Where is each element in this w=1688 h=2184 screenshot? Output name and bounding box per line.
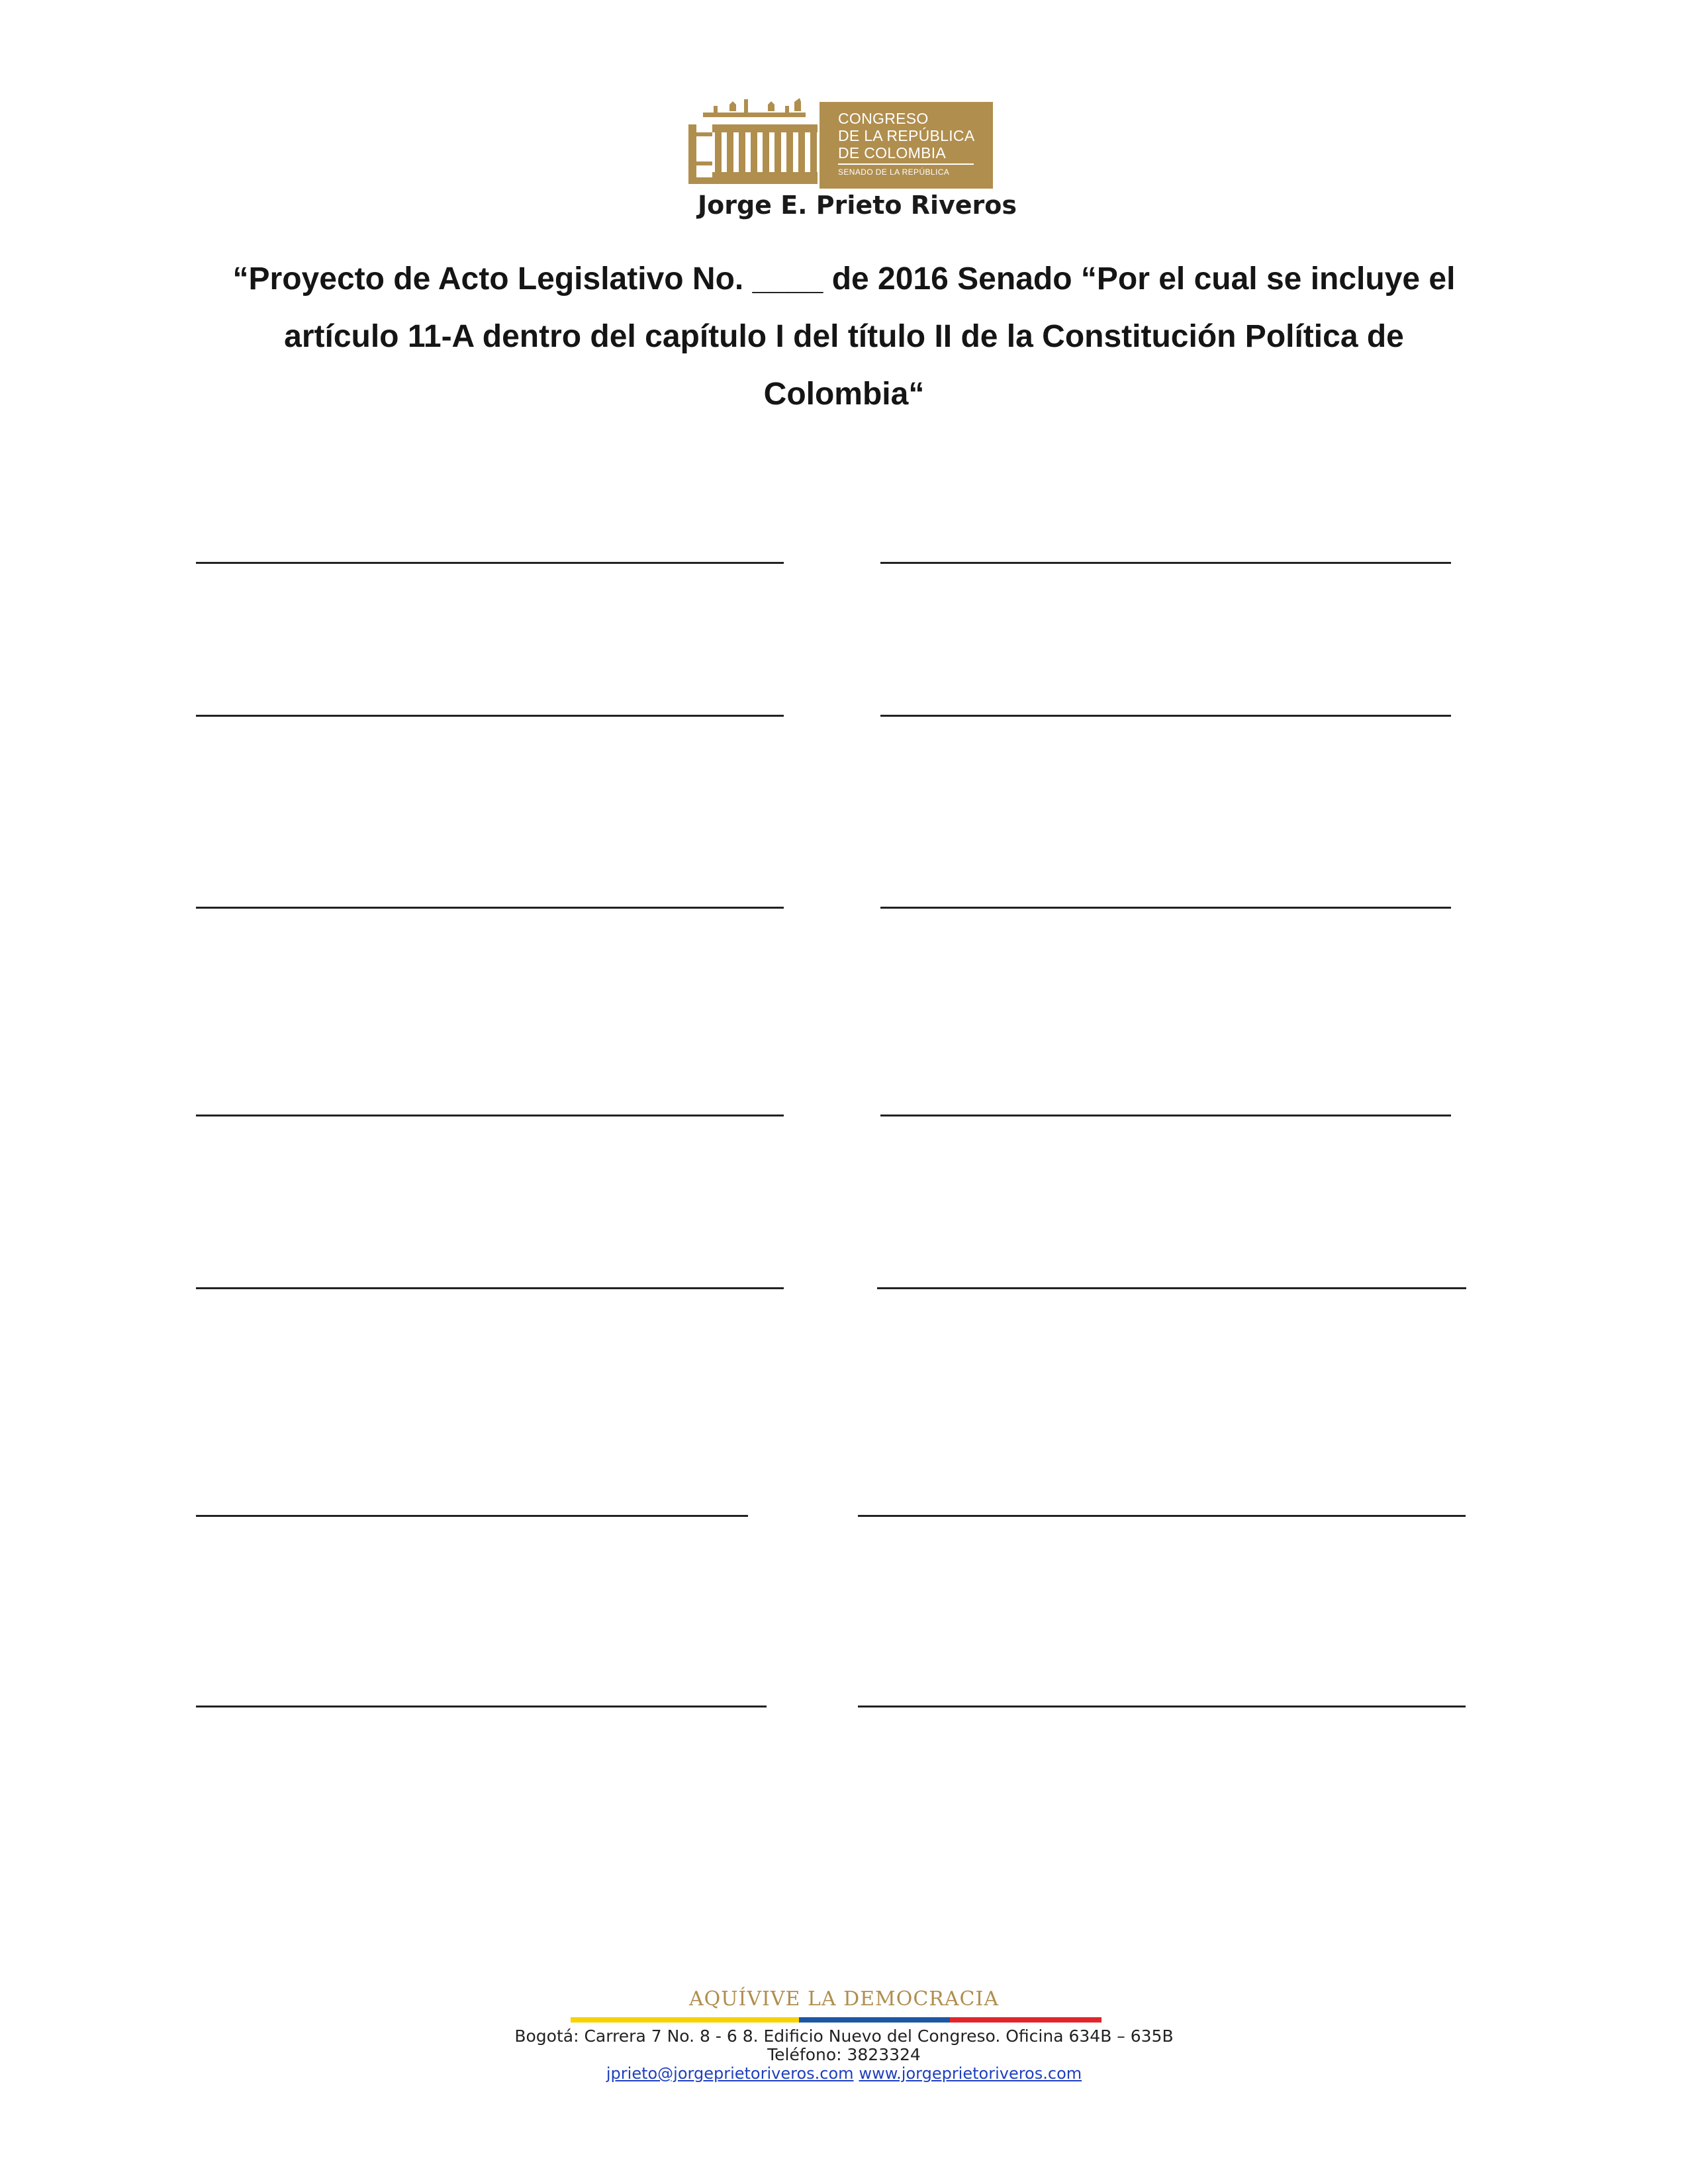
signature-line-right-3: [880, 907, 1451, 909]
email-link[interactable]: jprieto@jorgeprietoriveros.com: [606, 2064, 854, 2083]
footer-phone: Teléfono: 3823324: [767, 2045, 921, 2064]
document-title: [185, 250, 1503, 423]
congress-logo: [688, 93, 993, 189]
footer-motto: AQUÍVIVE LA DEMOCRACIA: [688, 1987, 1000, 2011]
flag-red-stripe: [950, 2017, 1102, 2023]
signature-line-right-2: [880, 715, 1451, 717]
signature-line-left-4: [196, 1115, 784, 1116]
signature-line-left-5: [196, 1287, 784, 1289]
title-line-2: artículo 11-A dentro del capítulo I del título II de la Constitución Política de: [284, 319, 1404, 354]
title-line-3: Colombia“: [763, 377, 925, 412]
logo-line-senado: SENADO DE LA REPÚBLICA: [838, 167, 950, 177]
signature-line-left-2: [196, 715, 784, 717]
signature-line-right-7: [858, 1706, 1466, 1707]
signature-line-left-6: [196, 1515, 748, 1517]
signature-line-left-7: [196, 1706, 767, 1707]
signature-line-right-1: [880, 562, 1451, 564]
senator-name: Jorge E. Prieto Riveros: [698, 191, 1017, 220]
flag-blue-stripe: [799, 2017, 950, 2023]
signature-line-left-3: [196, 907, 784, 909]
title-line-1: “Proyecto de Acto Legislativo No. ____ de 2016 Senado “Por el cual se incluye el: [232, 261, 1456, 296]
logo-line-republica: DE LA REPÚBLICA: [838, 127, 975, 144]
footer-address: Bogotá: Carrera 7 No. 8 - 6 8. Edificio Nuevo del Congreso. Oficina 634B – 635B: [514, 2026, 1174, 2046]
logo-divider: [838, 163, 974, 165]
capitol-building-icon: [688, 93, 818, 189]
website-link[interactable]: www.jorgeprietoriveros.com: [859, 2064, 1082, 2083]
signature-line-left-1: [196, 562, 784, 564]
flag-yellow-stripe: [571, 2017, 799, 2023]
congress-logo-box: [820, 102, 993, 189]
signature-line-right-6: [858, 1515, 1466, 1517]
logo-line-congreso: CONGRESO: [838, 110, 929, 127]
footer-contacts: [0, 2064, 1688, 2083]
colombia-flag-bar: [571, 2017, 1102, 2023]
logo-line-colombia: DE COLOMBIA: [838, 144, 947, 161]
signature-line-right-5: [877, 1287, 1466, 1289]
signature-line-right-4: [880, 1115, 1451, 1116]
